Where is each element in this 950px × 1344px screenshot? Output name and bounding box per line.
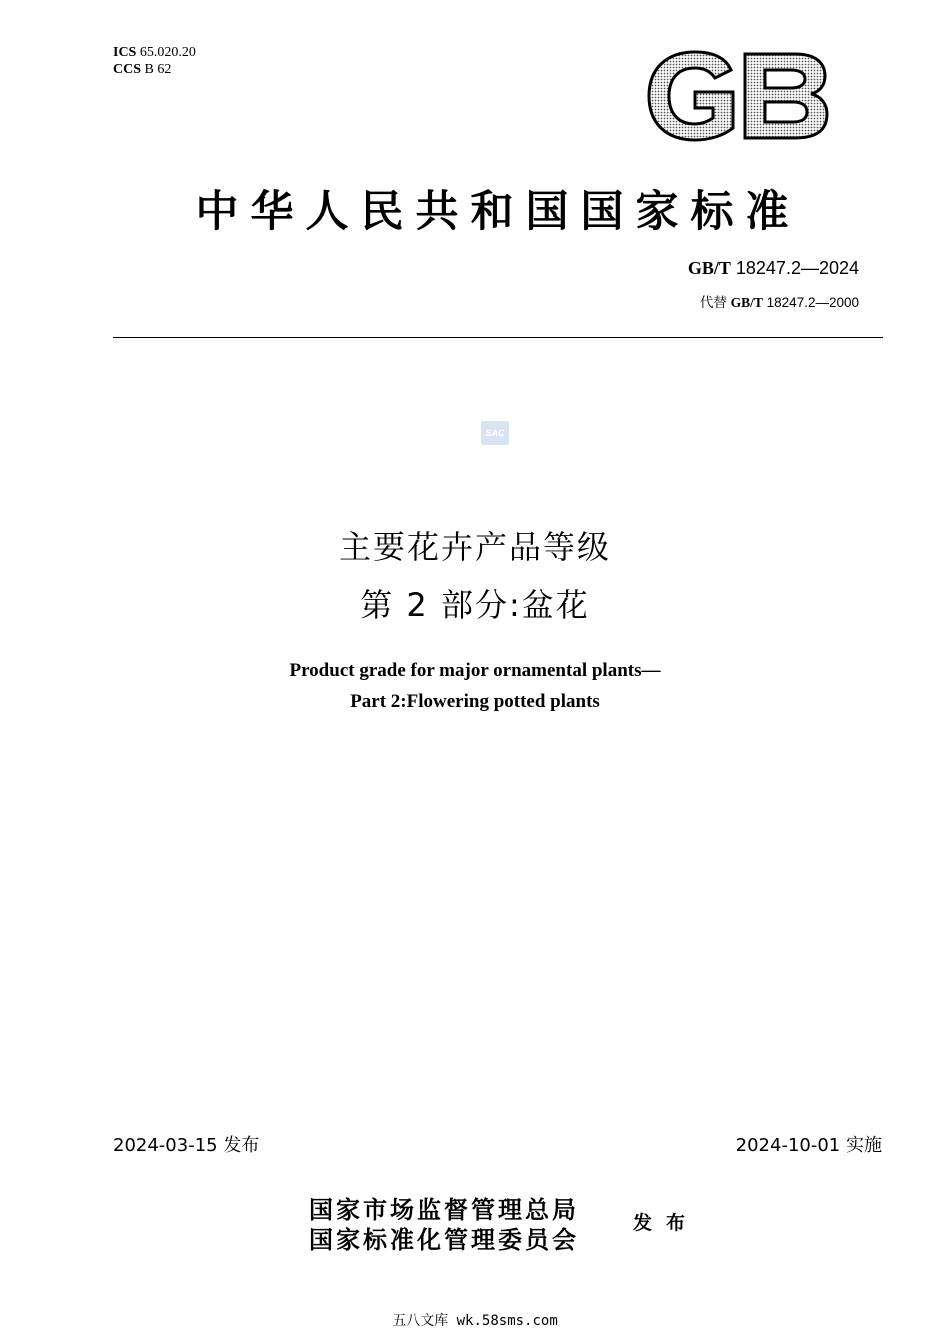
issuer-sac: 国家标准化管理委员会 bbox=[309, 1225, 579, 1254]
sac-mark-text: SAC bbox=[485, 428, 505, 438]
issue-action-label: 发布 bbox=[633, 1212, 700, 1234]
english-title-line-1: Product grade for major ornamental plants— bbox=[289, 660, 661, 681]
english-title-line-2: Part 2:Flowering potted plants bbox=[350, 691, 600, 712]
ccs-label: CCS bbox=[113, 62, 142, 77]
ics-label: ICS bbox=[113, 45, 137, 60]
footer-watermark: 五八文库 wk.58sms.com bbox=[392, 1313, 558, 1329]
ccs-value: B 62 bbox=[144, 62, 172, 77]
header-divider bbox=[113, 337, 883, 338]
replaces-prefix: GB/T bbox=[730, 295, 763, 310]
publish-date: 2024-03-15 发布 bbox=[113, 1135, 260, 1156]
replaces-number: 18247.2—2000 bbox=[766, 295, 859, 310]
classification-codes bbox=[113, 44, 196, 78]
issuer-samr: 国家市场监督管理总局 bbox=[309, 1195, 579, 1224]
standard-number bbox=[688, 258, 859, 279]
standard-number-value: 18247.2—2024 bbox=[735, 258, 859, 278]
implementation-date: 2024-10-01 实施 bbox=[735, 1135, 882, 1156]
standard-prefix: GB/T bbox=[687, 258, 731, 278]
chinese-title-line-1: 主要花卉产品等级 bbox=[338, 528, 611, 566]
ics-value: 65.020.20 bbox=[139, 45, 196, 60]
sac-watermark-icon bbox=[481, 421, 509, 445]
national-standard-title: 中华人民共和国国家标准 bbox=[195, 187, 801, 237]
chinese-title-line-2: 第 2 部分:盆花 bbox=[360, 586, 590, 624]
replaces-standard bbox=[700, 291, 859, 311]
replaces-label: 代替 bbox=[699, 295, 727, 310]
gb-standard-logo-icon bbox=[645, 48, 831, 144]
